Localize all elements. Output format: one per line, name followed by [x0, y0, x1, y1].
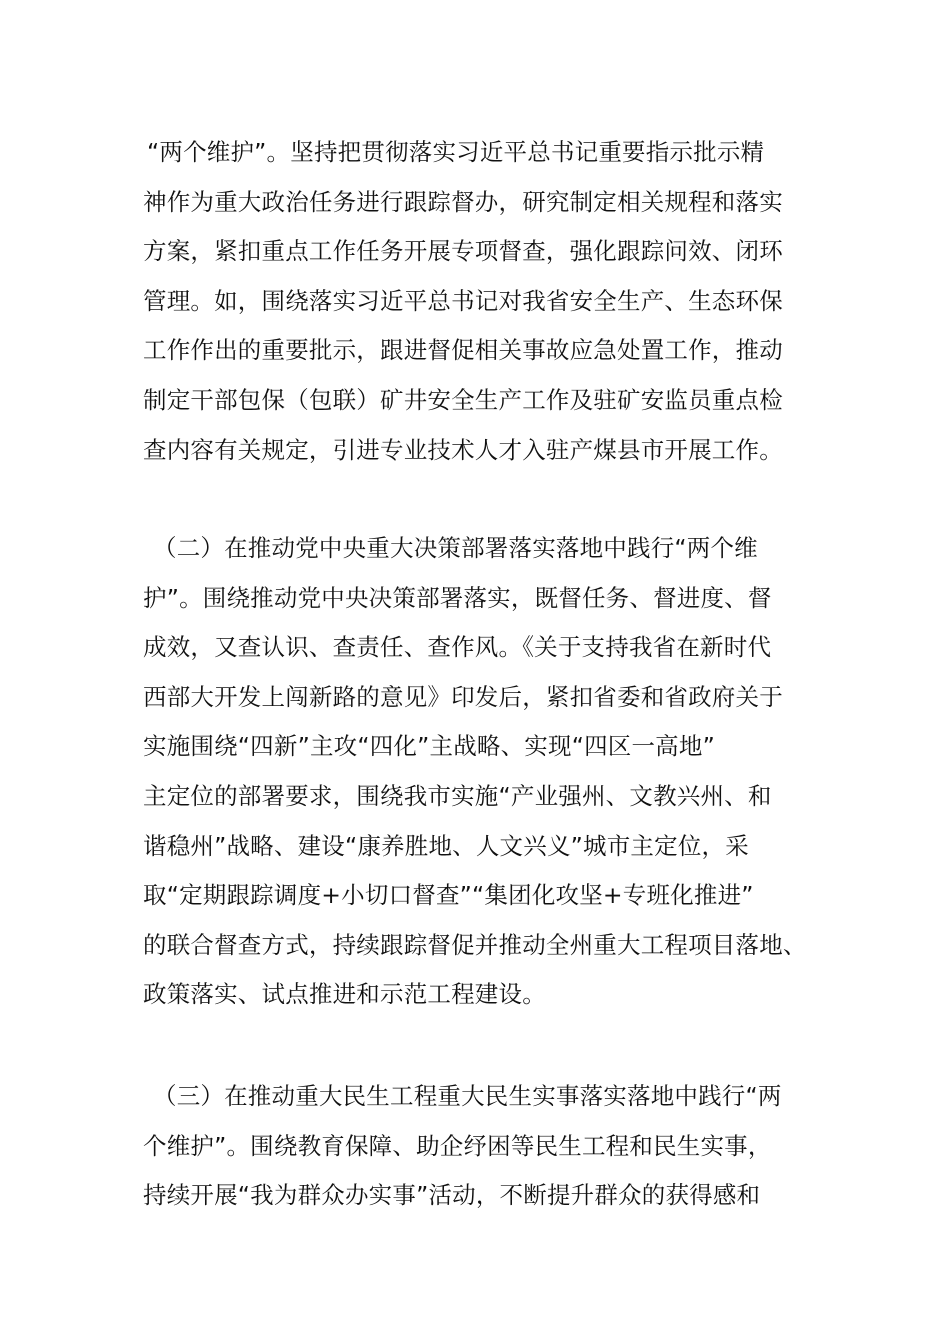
- text-line: 的联合督查方式，持续跟踪督促并推动全州重大工程项目落地、: [143, 930, 807, 959]
- text-line: “两个维护”。坚持把贯彻落实习近平总书记重要指示批示精: [147, 138, 765, 166]
- text-line: 持续开展“我为群众办实事”活动，不断提升群众的获得感和: [143, 1181, 761, 1210]
- text-line: 政策落实、试点推进和示范工程建设。: [143, 980, 546, 1009]
- text-line: 护”。围绕推动党中央决策部署落实，既督任务、督进度、督: [143, 583, 772, 612]
- text-line: 西部大开发上闯新路的意见》印发后，紧扣省委和省政府关于: [143, 682, 783, 711]
- text-line: 实施围绕“四新”主攻“四化”主战略、实现“四区一高地”: [143, 732, 715, 761]
- paragraph-1: [143, 128, 823, 475]
- text-line: 查内容有关规定，引进专业技术人才入驻产煤县市开展工作。: [143, 435, 783, 464]
- text-line: 主定位的部署要求，围绕我市实施“产业强州、文教兴州、和: [143, 781, 772, 810]
- text-line: 成效，又查认识、查责任、查作风。《关于支持我省在新时代: [143, 633, 772, 662]
- paragraph-2: [143, 524, 823, 1070]
- text-line: 谐稳州”战略、建设“康养胜地、人文兴义”城市主定位，采: [143, 831, 749, 860]
- text-line: （二）在推动党中央重大决策部署落实落地中践行“两个维: [153, 534, 758, 562]
- text-line: 个维护”。围绕教育保障、助企纾困等民生工程和民生实事，: [143, 1131, 772, 1160]
- paragraph-3: [143, 1072, 823, 1221]
- text-line: 取“定期跟踪调度+小切口督查”“集团化攻坚+专班化推进”: [143, 881, 754, 910]
- text-line: 方案，紧扣重点工作任务开展专项督查，强化跟踪问效、闭环: [143, 237, 783, 266]
- text-line: [143, 1020, 823, 1070]
- text-line: 神作为重大政治任务进行跟踪督办，研究制定相关规程和落实: [143, 187, 783, 216]
- text-line: 制定干部包保（包联）矿井安全生产工作及驻矿安监员重点检: [143, 385, 783, 414]
- text-line: 管理。如，围绕落实习近平总书记对我省安全生产、生态环保: [143, 286, 783, 315]
- text-line: 工作作出的重要批示，跟进督促相关事故应急处置工作，推动: [143, 336, 783, 365]
- text-line: （三）在推动重大民生工程重大民生实事落实落地中践行“两: [153, 1082, 782, 1110]
